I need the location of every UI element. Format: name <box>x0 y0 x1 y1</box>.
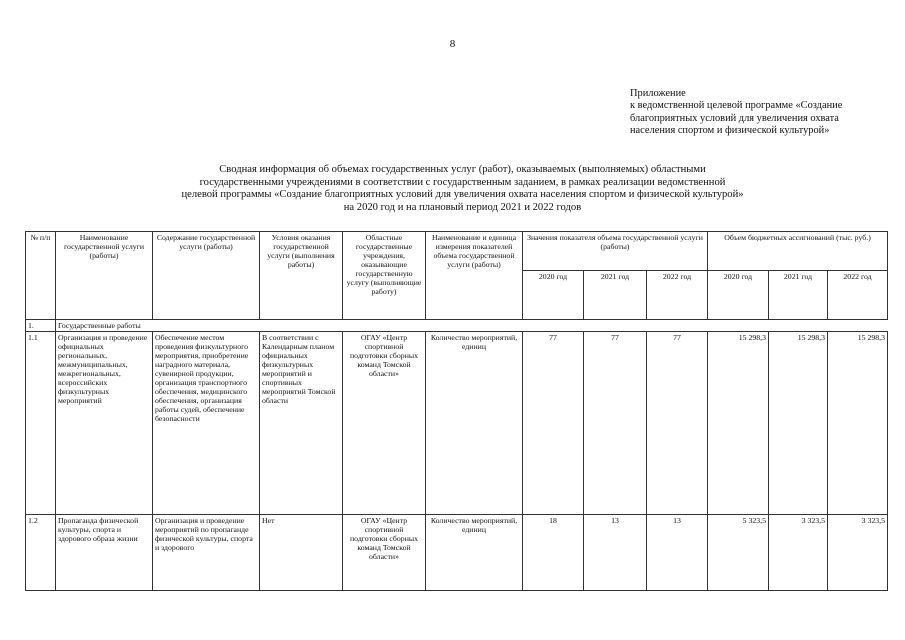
table-row <box>26 332 888 515</box>
header-year: 2021 год <box>769 271 828 320</box>
document-title <box>40 164 885 214</box>
row-num: 1.1 <box>26 332 56 515</box>
row-institution: ОГАУ «Центр спортивной подготовки сборных команд Томской области» <box>343 515 426 598</box>
row-service-content: Организация и проведение мероприятий по пропаганде физической культуры, спорта и здорового <box>153 515 260 598</box>
row-conditions: Нет <box>260 515 343 598</box>
header-values-group: Значения показателя объема государственной услуги (работы) <box>523 232 708 271</box>
row-value-2020: 77 <box>523 332 584 515</box>
row-institution: ОГАУ «Центр спортивной подготовки сборных команд Томской области» <box>343 332 426 515</box>
appendix-line: населения спортом и физической культурой» <box>630 125 830 137</box>
table-row <box>26 515 888 598</box>
row-value-2021: 13 <box>584 515 647 598</box>
page-bottom-mask <box>0 591 905 640</box>
header-service-name: Наименование государственной услуги (работы) <box>56 232 153 320</box>
row-budget-2022: 3 323,5 <box>828 515 888 598</box>
appendix-line: к ведомственной целевой программе «Создание <box>630 100 843 112</box>
table-header-row <box>26 232 888 271</box>
section-row <box>26 320 888 332</box>
row-value-2022: 13 <box>647 515 708 598</box>
header-year: 2022 год <box>828 271 888 320</box>
row-value-2021: 77 <box>584 332 647 515</box>
table-bottom-border <box>25 590 888 591</box>
header-year: 2020 год <box>708 271 769 320</box>
header-service-content: Содержание государственной услуги (работы) <box>153 232 260 320</box>
page-number: 8 <box>449 38 456 50</box>
row-service-name: Организация и проведение официальных региональных, межмуниципальных, межрегиональных, всероссийских физкультурных мероприятий <box>56 332 153 515</box>
header-year: 2022 год <box>647 271 708 320</box>
appendix-note <box>630 88 890 138</box>
header-num: № п/п <box>26 232 56 320</box>
header-indicator: Наименование и единица измерения показателей объема государственной услуги (работы) <box>426 232 523 320</box>
header-budget-group: Объем бюджетных ассигнований (тыс. руб.) <box>708 232 888 271</box>
row-service-name: Пропаганда физической культуры, спорта и здорового образа жизни <box>56 515 153 598</box>
title-line: государственными учреждениями в соответствии с государственным заданием, в рамках реализации ведомственной <box>199 176 726 188</box>
header-institutions: Областные государственные учреждения, оказывающие государственную услугу (выполняющие работу) <box>343 232 426 320</box>
row-budget-2021: 15 298,3 <box>769 332 828 515</box>
row-service-content: Обеспечение местом проведения физкультурного мероприятия, приобретение наградного материала, сувенирной продукции, организация транспортного обеспечения, медицинского обеспечения, организация работы судей, обеспечение безопасности <box>153 332 260 515</box>
row-indicator: Количество мероприятий, единиц <box>426 332 523 515</box>
title-line: Сводная информация об объемах государственных услуг (работ), оказываемых (выполняемых) областными <box>219 164 706 175</box>
title-line: целевой программы «Создание благоприятных условий для увеличения охвата населения спортом и физической культурой» <box>181 189 744 201</box>
row-budget-2021: 3 323,5 <box>769 515 828 598</box>
section-num: 1. <box>26 320 56 332</box>
row-budget-2022: 15 298,3 <box>828 332 888 515</box>
row-value-2020: 18 <box>523 515 584 598</box>
title-line: на 2020 год и на плановый период 2021 и 2022 годов <box>343 201 582 213</box>
row-budget-2020: 15 298,3 <box>708 332 769 515</box>
section-label: Государственные работы <box>56 320 888 332</box>
appendix-line: Приложение <box>630 88 686 99</box>
row-indicator: Количество мероприятий, единиц <box>426 515 523 598</box>
header-year: 2021 год <box>584 271 647 320</box>
appendix-line: благоприятных условий для увеличения охвата <box>630 112 839 124</box>
header-year: 2020 год <box>523 271 584 320</box>
row-budget-2020: 5 323,5 <box>708 515 769 598</box>
row-conditions: В соответствии с Календарным планом официальных физкультурных мероприятий и спортивных мероприятий Томской области <box>260 332 343 515</box>
services-table <box>25 231 888 598</box>
row-value-2022: 77 <box>647 332 708 515</box>
header-conditions: Условия оказания государственной услуги (выполнения работы) <box>260 232 343 320</box>
row-num: 1.2 <box>26 515 56 598</box>
